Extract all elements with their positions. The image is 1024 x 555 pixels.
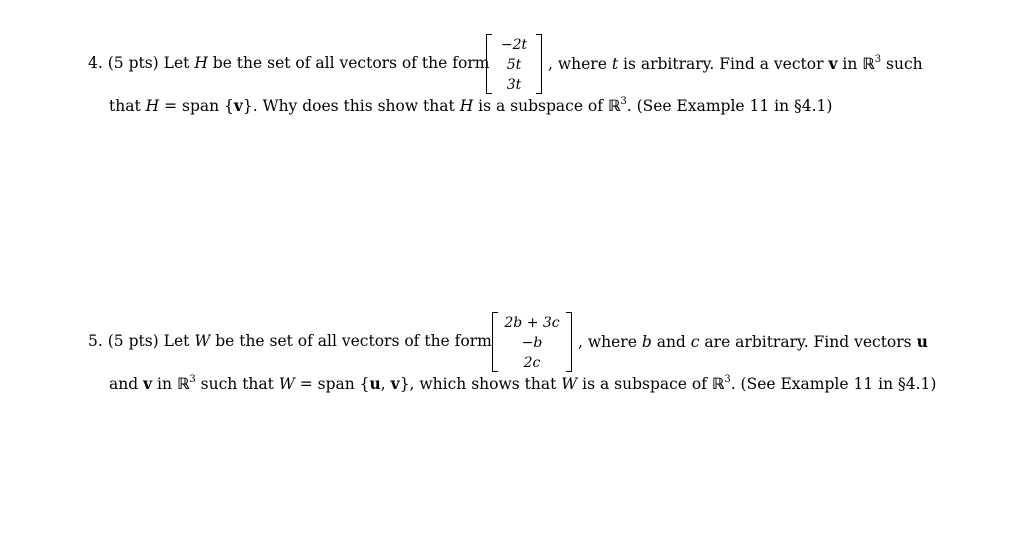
p5-var-w: W — [561, 375, 578, 393]
p5-text: , — [380, 375, 386, 393]
p4-var-t: t — [611, 55, 619, 73]
p5-vec-u: u — [916, 332, 928, 351]
p4-text: such — [886, 55, 923, 73]
p4-sup: 3 — [620, 95, 627, 107]
p4-real-numbers: ℝ — [607, 97, 621, 115]
problem-4-line-1-cont — [548, 53, 923, 73]
p4-text: . (See Example 11 in §4.1) — [626, 97, 833, 115]
matrix-entry: −2t — [500, 37, 528, 53]
p4-vec-v: v — [828, 54, 838, 73]
p4-var-h: H — [194, 54, 208, 72]
p5-text: = span { — [299, 375, 370, 393]
problem-5-line-2 — [109, 373, 937, 393]
matrix-entry: 2c — [523, 355, 541, 371]
p5-real-numbers: ℝ — [176, 375, 190, 393]
matrix-entry: −b — [521, 335, 543, 351]
p4-text: is a subspace of — [478, 97, 603, 115]
p5-var-c: c — [690, 333, 700, 351]
p5-text: be the set of all vectors of the form — [215, 332, 492, 350]
p5-text: where — [587, 333, 637, 351]
problem-4-vector-matrix — [486, 34, 542, 94]
p4-text: that — [109, 97, 141, 115]
p4-text: be the set of all vectors of the form — [212, 54, 490, 72]
p4-var-h: H — [459, 97, 474, 115]
p5-real-numbers: ℝ — [711, 375, 725, 393]
p5-var-w: W — [194, 332, 211, 350]
p4-vec-v: v — [233, 96, 243, 115]
p4-sup: 3 — [874, 53, 882, 65]
problem-4-line-1 — [88, 56, 489, 72]
p5-vec-v: v — [390, 374, 400, 393]
problem-5-line-1 — [88, 334, 492, 350]
p5-var-w: W — [278, 375, 295, 393]
p5-text: }, which shows that — [399, 375, 557, 393]
matrix-entry: 3t — [506, 77, 522, 93]
p5-sup: 3 — [724, 373, 731, 385]
p5-text: are arbitrary. Find vectors — [704, 333, 912, 351]
problem-4-line-2 — [109, 95, 833, 115]
p5-vec-v: v — [143, 374, 153, 393]
problem-5-points: (5 pts) — [107, 332, 159, 350]
problem-5-line-1-cont — [578, 334, 928, 351]
p4-text: Let — [163, 54, 190, 72]
matrix-entry: 5t — [506, 57, 522, 73]
p5-var-b: b — [641, 333, 652, 351]
p5-text: , — [578, 333, 583, 351]
problem-5-number: 5. — [88, 332, 103, 350]
problem-4-points: (5 pts) — [107, 54, 159, 72]
p4-real-numbers: ℝ — [862, 55, 875, 73]
p5-text: and — [109, 375, 139, 393]
p4-text: = span { — [164, 97, 234, 115]
p5-sup: 3 — [189, 373, 196, 385]
p4-text: in — [842, 55, 858, 73]
p5-text: in — [157, 375, 172, 393]
p4-text: , — [548, 55, 553, 73]
p5-text: such that — [200, 375, 274, 393]
p4-var-h: H — [145, 97, 160, 115]
problem-5-vector-matrix — [492, 312, 572, 372]
matrix-entry: 2b + 3c — [504, 315, 560, 331]
p5-text: Let — [163, 332, 190, 350]
p4-text: }. Why does this show that — [242, 97, 455, 115]
problem-4-number: 4. — [88, 54, 103, 72]
p5-vec-u: u — [369, 374, 381, 393]
p5-text: and — [656, 333, 686, 351]
p5-text: . (See Example 11 in §4.1) — [730, 375, 937, 393]
p4-text: where — [557, 55, 607, 73]
p4-text: is arbitrary. Find a vector — [623, 55, 824, 73]
p5-text: is a subspace of — [582, 375, 707, 393]
